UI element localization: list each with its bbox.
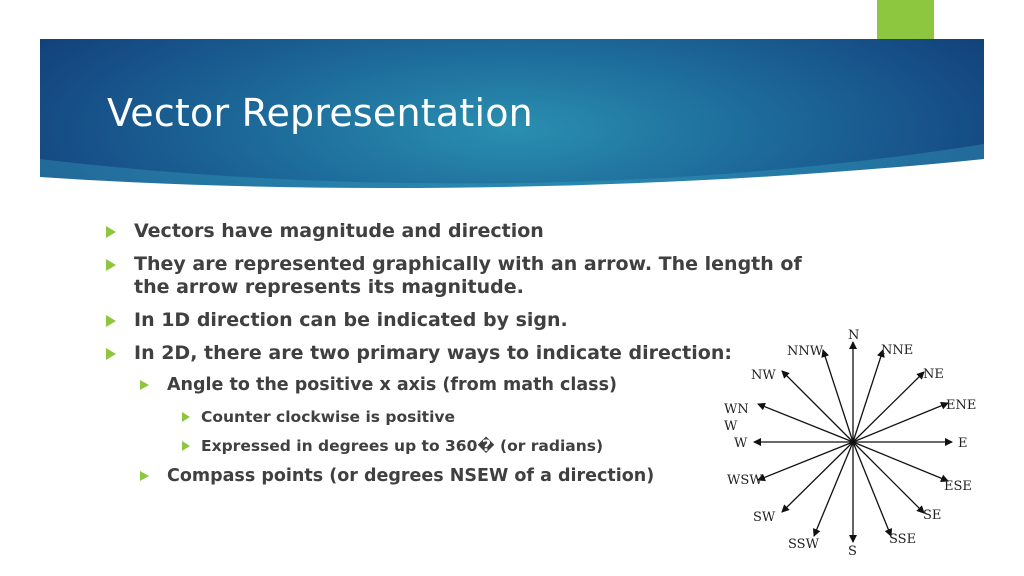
sub-bullet-item: [140, 375, 806, 396]
label-nw: NW: [751, 368, 776, 383]
label-nne: NNE: [881, 343, 914, 358]
title-banner: [40, 39, 984, 190]
bullet-list: [106, 220, 806, 499]
arrow-nnw: [823, 350, 853, 442]
label-nnw: NNW: [787, 344, 824, 359]
label-ese: ESE: [944, 479, 972, 494]
bullet-item: [106, 342, 806, 365]
label-ssw: SSW: [788, 537, 819, 552]
bullet-arrow-icon: [140, 471, 149, 481]
label-ne: NE: [923, 367, 944, 382]
bullet-item: [106, 253, 814, 299]
label-ene: ENE: [946, 398, 977, 413]
arrow-nne: [853, 350, 883, 442]
label-sse: SSE: [889, 532, 917, 547]
bullet-item: [106, 309, 806, 332]
label-s: S: [848, 544, 857, 559]
arrow-sse: [853, 442, 891, 536]
bullet-text: Angle to the positive x axis (from math class): [167, 375, 618, 395]
bullet-text: In 1D direction can be indicated by sign.: [134, 309, 568, 331]
bullet-text: Counter clockwise is positive: [201, 408, 456, 426]
sub-bullet-item: [140, 466, 806, 487]
sub-sub-bullet-item: [182, 408, 806, 427]
arrow-nw: [782, 371, 853, 442]
bullet-text: They are represented graphically with an arrow. The length of the arrow represents its magnitude.: [134, 253, 802, 298]
arrow-ese: [853, 442, 948, 481]
label-wnw-line1: WN: [724, 402, 749, 417]
arrow-ene: [853, 403, 948, 442]
bullet-arrow-icon: [106, 259, 116, 271]
arrow-wnw: [758, 404, 853, 442]
bullet-text: In 2D, there are two primary ways to indicate direction:: [134, 342, 732, 364]
label-wsw: WSW: [727, 473, 763, 488]
label-wnw-line2: W: [724, 419, 738, 434]
bullet-text: Compass points (or degrees NSEW of a direction): [167, 466, 655, 486]
bullet-arrow-icon: [106, 315, 116, 327]
arrow-se: [853, 442, 924, 513]
bullet-arrow-icon: [106, 226, 116, 238]
bullet-arrow-icon: [182, 441, 190, 451]
label-e: E: [958, 436, 968, 451]
bullet-arrow-icon: [106, 348, 116, 360]
bullet-item: [106, 220, 806, 243]
slide-title: Vector Representation: [107, 91, 533, 135]
label-sw: SW: [753, 510, 776, 525]
arrow-ne: [853, 372, 924, 442]
bullet-text: Expressed in degrees up to 360� (or radians): [201, 437, 604, 455]
bullet-arrow-icon: [140, 380, 149, 390]
label-se: SE: [923, 508, 942, 523]
arrow-wsw: [758, 442, 853, 480]
bullet-arrow-icon: [182, 412, 190, 422]
label-w: W: [734, 436, 748, 451]
arrow-sw: [782, 442, 853, 512]
bullet-text: Vectors have magnitude and direction: [134, 220, 544, 242]
sub-sub-bullet-item: [182, 437, 806, 456]
label-n: N: [848, 328, 860, 343]
compass-rose-diagram: [720, 320, 980, 570]
arrow-ssw: [814, 442, 853, 536]
